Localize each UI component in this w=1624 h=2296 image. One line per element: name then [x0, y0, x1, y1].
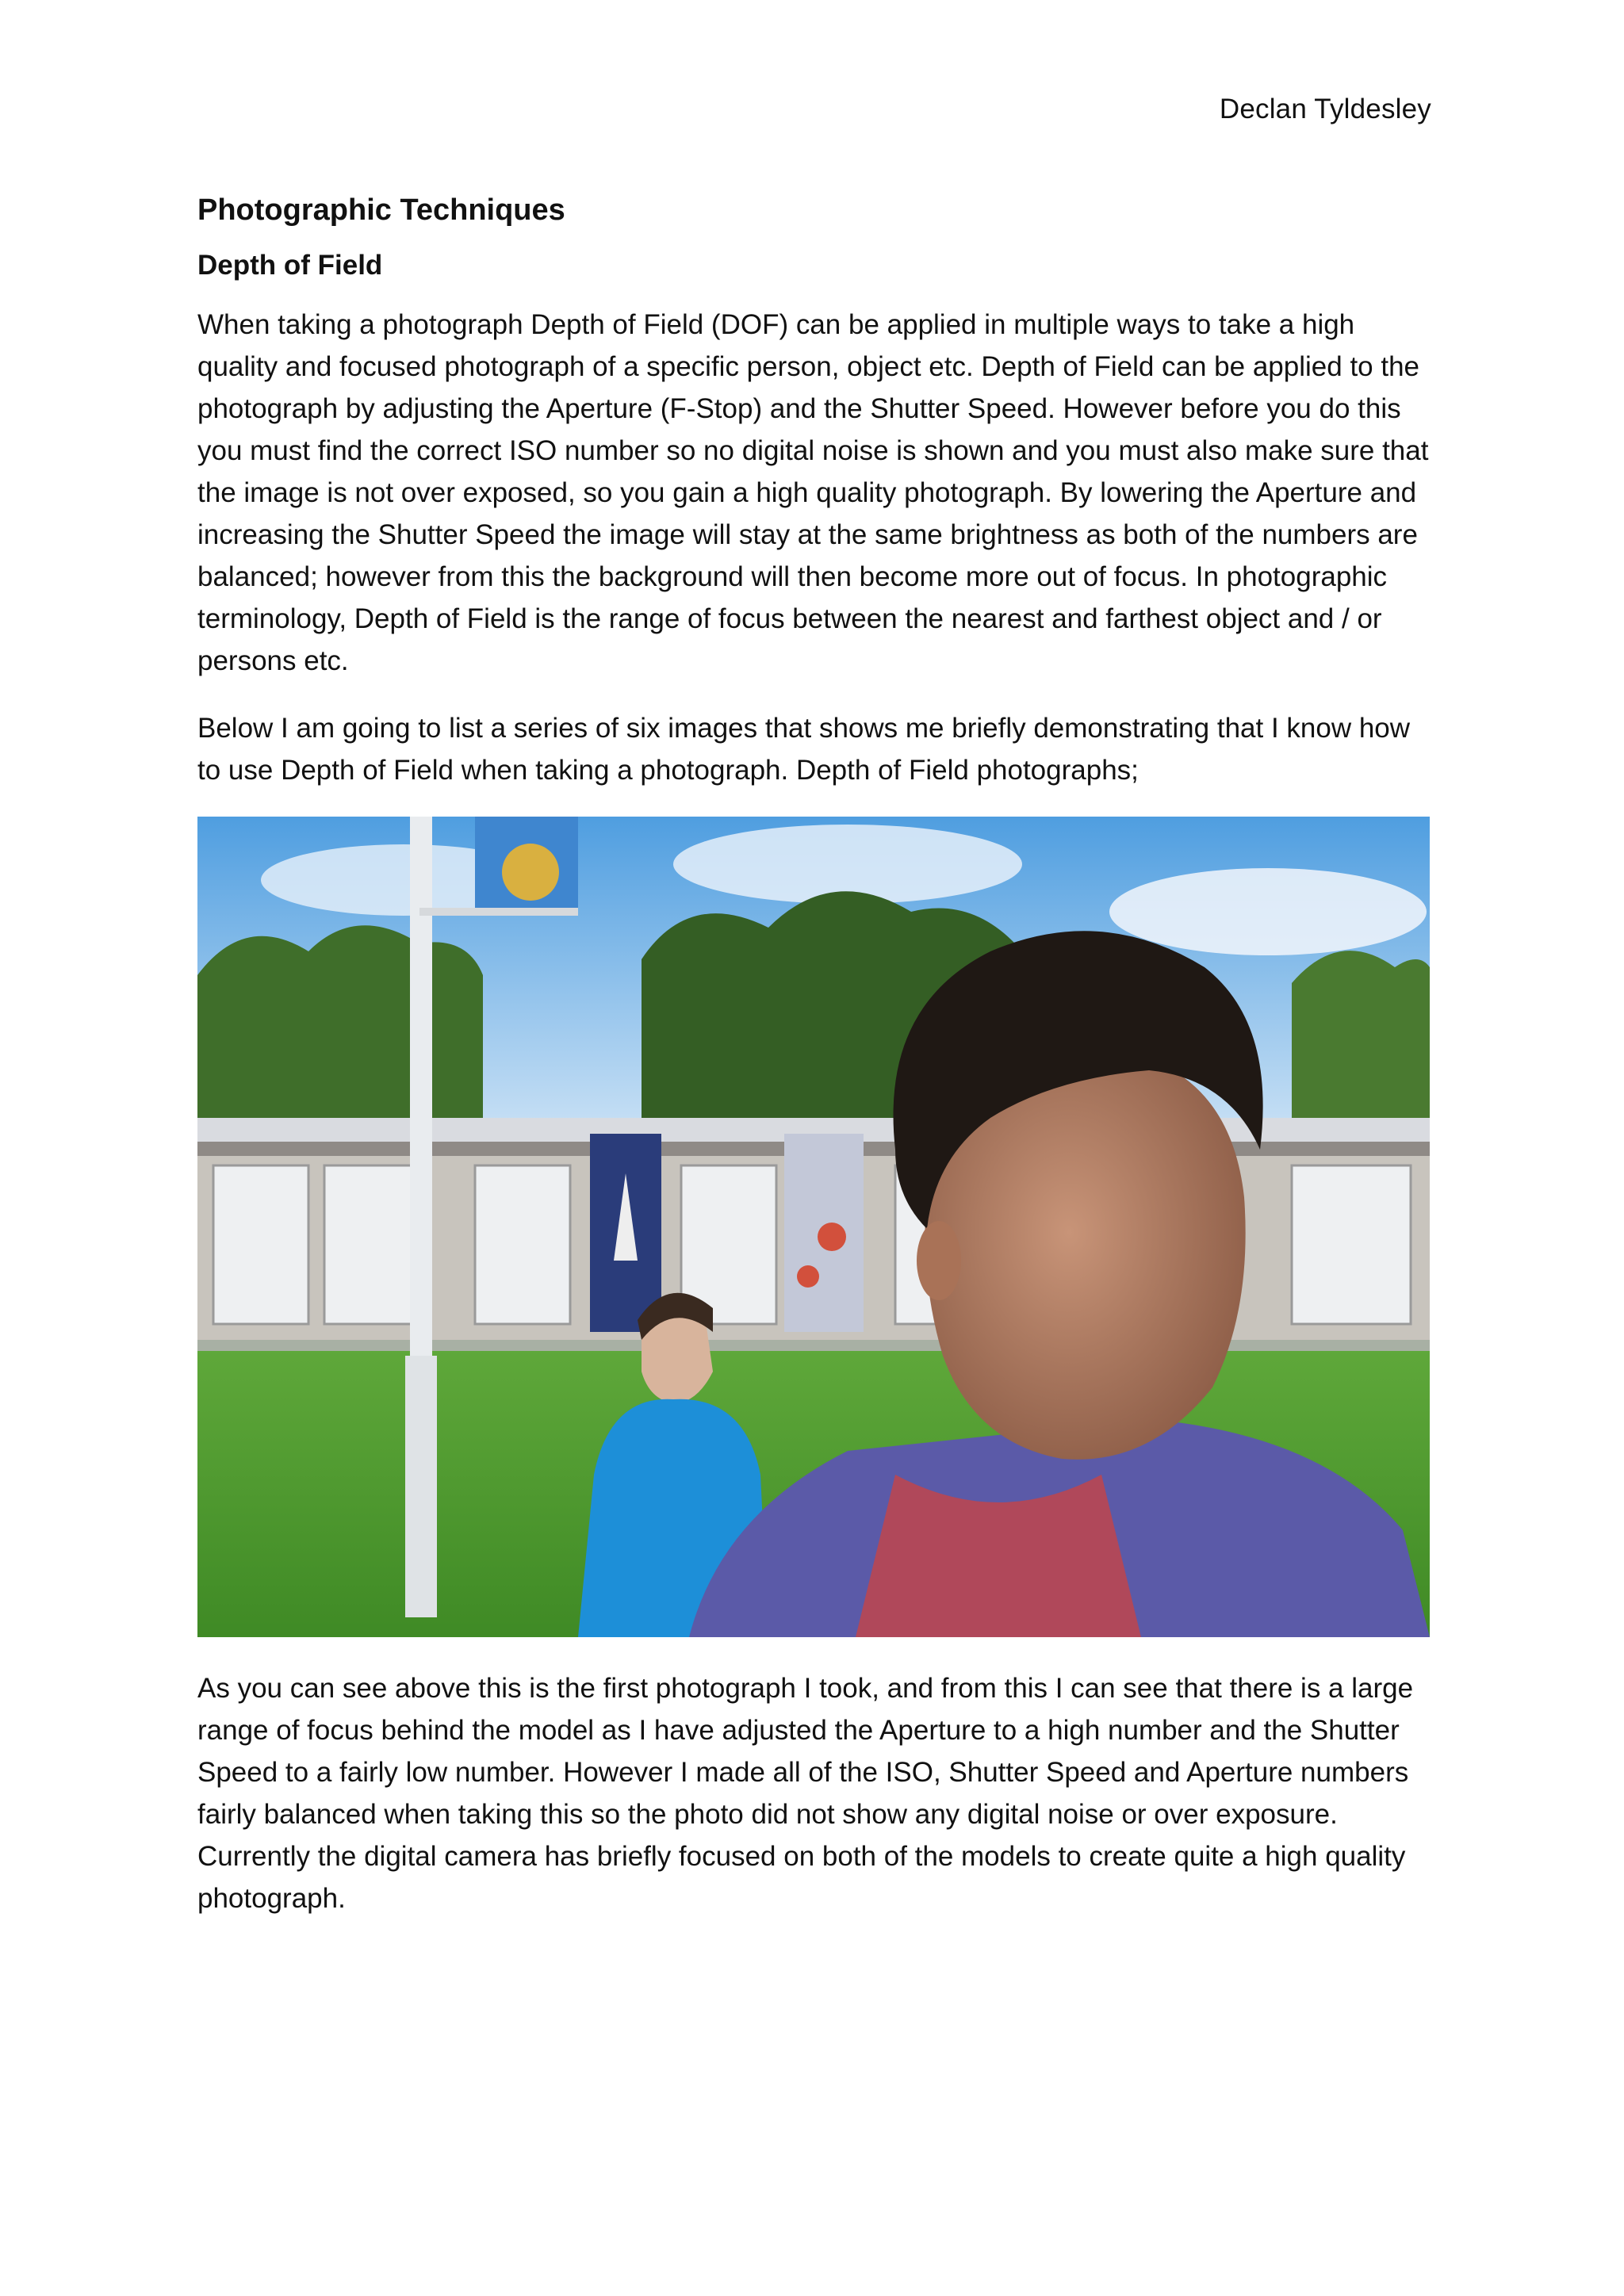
depth-of-field-photo [197, 817, 1430, 1637]
section-heading: Depth of Field [197, 250, 383, 281]
author-name: Declan Tyldesley [1219, 94, 1431, 124]
document-title: Photographic Techniques [197, 193, 565, 227]
paragraph-photo-analysis: As you can see above this is the first photograph I took, and from this I can see that there is a large range of focus behind the model as I have adjusted the Aperture to a high number and the Shutter Speed to a fairly low number. However I made all of the ISO, Shutter Speed and Aperture numbers fairly balanced when taking this so the photo did not show any digital noise or over exposure. Currently the digital camera has briefly focused on both of the models to create quite a high quality photograph. [197, 1673, 1414, 1914]
document-body [197, 193, 1431, 1945]
paragraph-list-intro: Below I am going to list a series of six images that shows me briefly demonstrating that I know how to use Depth of Field when taking a photograph. Depth of Field photographs; [197, 713, 1411, 786]
paragraph-intro: When taking a photograph Depth of Field (DOF) can be applied in multiple ways to take a high quality and focused photograph of a specific person, object etc. Depth of Field can be applied to the photograph by adjusting the Aperture (F-Stop) and the Shutter Speed. However before you do this you must find the correct ISO number so no digital noise is shown and you must also make sure that the image is not over exposed, so you gain a high quality photograph. By lowering the Aperture and increasing the Shutter Speed the image will stay at the same brightness as both of the numbers are balanced; however from this the background will then become more out of focus. In photographic terminology, Depth of Field is the range of focus between the nearest and farthest object and / or persons etc. [197, 309, 1429, 676]
